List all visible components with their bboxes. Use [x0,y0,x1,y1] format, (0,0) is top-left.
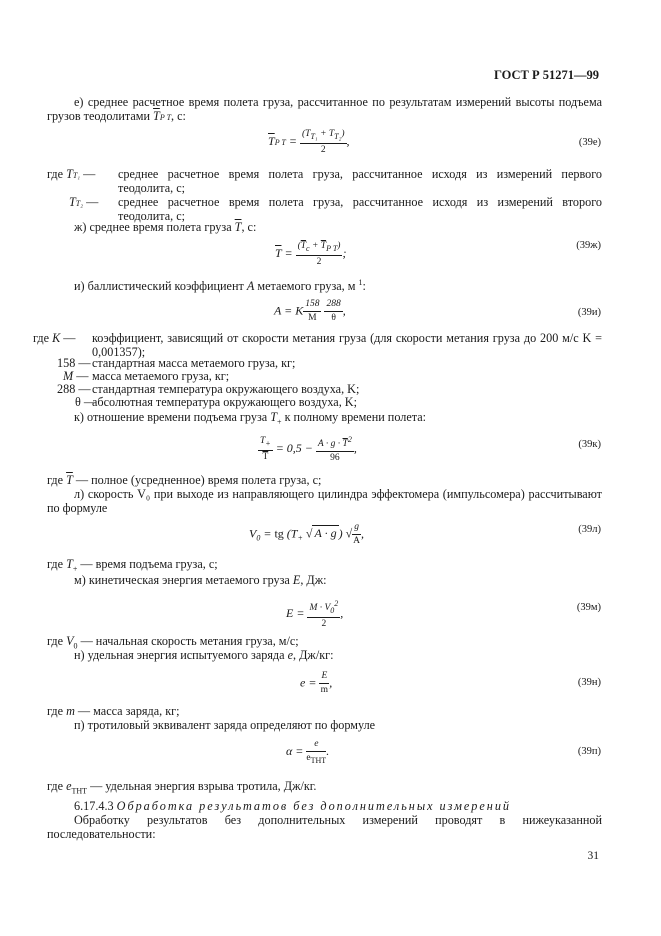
def-t1: среднее расчетное время полета груза, рассчитанное исходя из измерений первого теодолита, с; [118,167,602,195]
def-m: масса метаемого груза, кг; [92,369,230,383]
item-e-text: е) среднее расчетное время полета груза, рассчитанное по результатам измерений высоты подъема грузов теодолитами $\overline{T}P$ T, с: [47,95,602,123]
section-heading: 6.17.4.3 Обработка результатов без дополнительных измерений [74,799,512,813]
def-158: стандартная масса метаемого груза, кг; [92,356,296,370]
def-158-label: 158 — [57,356,91,370]
formula-39m: E = $\frac{M \cdot V_0^2}{2}$ , [286,599,344,630]
item-l-text: л) скорость V₀ при выходе из направляющего цилиндра эффектомера (импульсомера) рассчитывают по формуле [47,487,602,515]
formula-39n: e = $\frac{E}{m}$ , [300,671,333,695]
item-i-text: и) баллистический коэффициент A метаемого груза, м $^1$: [74,278,366,294]
def-k-label: где K — [33,331,76,345]
def-m-label: M — [63,369,89,383]
formula-39e: $\overline{T}P$ T = $\frac{(T_{T_1} + T_{T_2})}{2}$ , [268,129,350,155]
def-k: коэффициент, зависящий от скорости метания груза (для скорости метания груза до 200 м/с K = 0,001357); [92,331,602,359]
def-288: стандартная температура окружающего воздуха, K; [92,382,360,396]
item-zh-text: ж) среднее время полета груза $\overline{T}$, с: [74,220,257,234]
where-label-e: где TT₁ — [47,167,96,181]
item-p-text: п) тротиловый эквивалент заряда определяют по формуле [74,718,376,732]
item-m-text: м) кинетическая энергия метаемого груза E, Дж: [74,573,327,587]
def-t2: среднее расчетное время полета груза, рассчитанное исходя из измерений второго теодолита, с; [118,195,602,223]
where-label-t2: TT₂ — [69,195,99,209]
eq-number-39n: (39н) [577,677,601,688]
formula-39l: $V_0$ = tg ($T_+$ √ A · g ) √ $\frac{g}{A}$ , [249,522,364,546]
document-id: ГОСТ Р 51271—99 [493,68,599,82]
def-t-label: где $\overline{T}$ — полное (усредненное) время полета груза, с; [47,473,322,487]
formula-39i: A = K $\frac{158}{M}$ $\frac{288}{\theta}$ , [274,299,346,323]
eq-number-39k: (39к) [578,439,601,450]
page-number: 31 [587,850,599,862]
eq-number-39m: (39м) [576,602,601,613]
def-etnt-label: где $e_{ТНТ}$ — удельная энергия взрыва тротила, Дж/кг. [47,779,317,796]
eq-number-39i: (39и) [577,307,601,318]
def-tplus-label: где $T_+$ — время подъема груза, с; [47,557,218,574]
final-paragraph: Обработку результатов без дополнительных измерений проводят в нижеуказанной последовательности: [47,813,602,841]
def-m-mass-label: где m — масса заряда, кг; [47,704,180,718]
def-288-label: 288 — [57,382,91,396]
eq-number-39p: (39п) [577,746,601,757]
item-k-text: к) отношение времени подъема груза $T_+$ к полному времени полета: [74,410,427,427]
formula-39zh: $\overline{T}$ = $\frac{(\overline{T}_с + \overline{T}_{P T})}{2}$ ; [275,241,347,267]
eq-number-39l: (39л) [578,524,601,535]
def-v0-label: где $V_0$ — начальная скорость метания груза, м/с; [47,634,299,651]
def-theta: абсолютная температура окружающего воздуха, K; [92,395,357,409]
def-theta-label: θ — [75,395,97,409]
eq-number-39zh: (39ж) [576,240,601,251]
eq-number-39e: (39е) [578,137,601,148]
formula-39k: $\frac{T_+}{T}$ = 0,5 − $\frac{A \cdot g \cdot \overline{T}^2}{96}$ , [260,435,357,464]
item-n-text: н) удельная энергия испытуемого заряда e, Дж/кг: [74,648,334,662]
formula-39p: α = $\frac{e}{e_{ТНТ}}$ . [286,739,330,765]
